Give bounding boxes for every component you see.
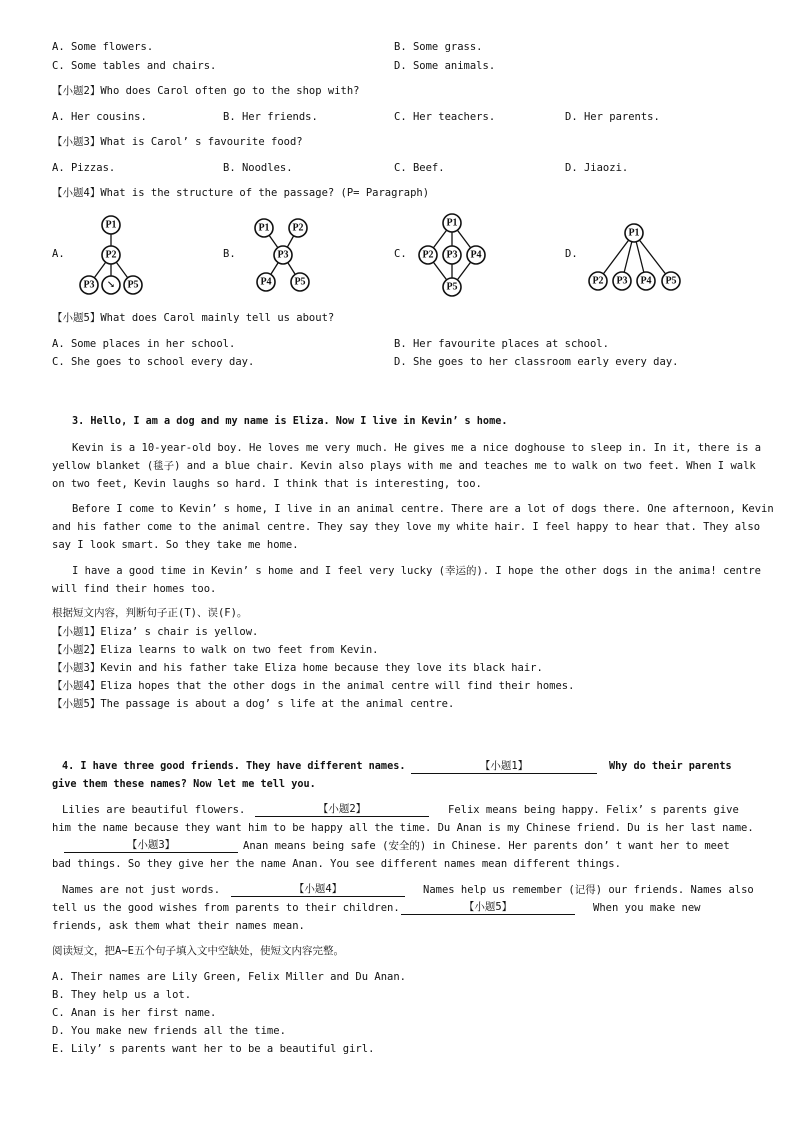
diagram-c-node-5: P5 — [446, 281, 458, 293]
q5-option-D: D. She goes to her classroom early every day. — [394, 356, 679, 368]
q5-option-A: A. Some places in her school. — [52, 338, 236, 350]
q5-option-B: B. Her favourite places at school. — [394, 338, 609, 350]
passage-4-instruction: 阅读短文，把A~E五个句子填入文中空缺处，使短文内容完整。 — [52, 945, 344, 957]
q2-option-B: B. Her friends. — [223, 111, 318, 123]
diagram-a-node-3: P3 — [83, 279, 95, 291]
diagram-d-node-3: P3 — [616, 275, 628, 287]
diagram-d-node-4: P4 — [640, 275, 652, 287]
blank-2-label: 【小题2】 — [255, 802, 429, 817]
diagram-c-node-4: P4 — [470, 249, 482, 261]
blank-5-label: 【小题5】 — [401, 900, 575, 915]
diagram-a-node-4: ↘ — [106, 279, 116, 291]
option-A: A. Some flowers. — [52, 41, 154, 53]
passage-3-para-2-line-3: say I look smart. So they take me home. — [52, 539, 299, 551]
passage-4-title-cont: Why do their parents — [609, 761, 732, 772]
passage-4-para-1-cont: Felix means being happy. Felix’ s parents give — [448, 804, 739, 816]
sentence-option-C: C. Anan is her first name. — [52, 1007, 217, 1019]
tf-item-3: 【小题3】Kevin and his father take Eliza home because they love its black hair. — [52, 662, 543, 674]
passage-4-para-1-line-3: Anan means being safe (安全的) in Chinese. Her parents don’ t want her to meet — [243, 840, 730, 852]
diagram-b-node-3: P3 — [277, 249, 289, 261]
tf-item-4: 【小题4】Eliza hopes that the other dogs in the animal centre will find their homes. — [52, 680, 575, 692]
question-4-stem: 【小题4】What is the structure of the passage? (P= Paragraph) — [52, 187, 430, 199]
passage-4-para-1-start: Lilies are beautiful flowers. — [62, 804, 246, 816]
passage-4-para-1-line-4: bad things. So they give her the name Anan. You see different names mean different things. — [52, 858, 621, 870]
passage-4-para-2-start: Names are not just words. — [62, 884, 221, 896]
tf-item-1: 【小题1】Eliza’ s chair is yellow. — [52, 626, 259, 638]
tf-item-5: 【小题5】The passage is about a dog’ s life at the animal centre. — [52, 698, 455, 710]
passage-3-para-1-line-1: Kevin is a 10-year-old boy. He loves me very much. He gives me a nice doghouse to sleep in. In it, there is a — [72, 442, 762, 454]
blank-3 — [64, 838, 238, 853]
diagram-b-node-4: P4 — [260, 276, 272, 288]
blank-2 — [255, 802, 429, 817]
q3-option-D: D. Jiaozi. — [565, 162, 629, 174]
passage-4-para-2-cont: Names help us remember (记得) our friends. Names also — [423, 884, 754, 896]
diagram-d-node-1: P1 — [628, 227, 640, 239]
blank-4-label: 【小题4】 — [231, 882, 405, 897]
option-C: C. Some tables and chairs. — [52, 60, 217, 72]
passage-3-para-2-line-2: and his father come to the animal centre. They say they love my white hair. I feel happy to hear that. They also — [52, 521, 761, 533]
q3-option-C: C. Beef. — [394, 162, 445, 174]
diagram-d-node-2: P2 — [592, 275, 604, 287]
passage-3-para-2-line-1: Before I come to Kevin’ s home, I live in an animal centre. There are a lot of dogs there. One afternoon, Kevin — [72, 503, 774, 515]
passage-3-para-3-line-2: will find their homes too. — [52, 583, 217, 595]
q4-option-B-label: B. — [223, 248, 236, 260]
sentence-option-D: D. You make new friends all the time. — [52, 1025, 286, 1037]
passage-3-para-1-line-3: on two feet, Kevin laughs so hard. I think that is interesting, too. — [52, 478, 482, 490]
option-D: D. Some animals. — [394, 60, 496, 72]
tf-item-2: 【小题2】Eliza learns to walk on two feet from Kevin. — [52, 644, 379, 656]
passage-4-para-2-line-2: tell us the good wishes from parents to their children. — [52, 902, 400, 914]
passage-4-title: 4. I have three good friends. They have different names. — [62, 761, 406, 772]
diagram-b-node-2: P2 — [292, 222, 304, 234]
q4-option-D-label: D. — [565, 248, 578, 260]
diagram-a-node-2: P2 — [105, 249, 117, 261]
blank-1-label: 【小题1】 — [411, 759, 597, 774]
structure-diagram-b — [250, 210, 330, 300]
q2-option-C: C. Her teachers. — [394, 111, 496, 123]
q3-option-B: B. Noodles. — [223, 162, 293, 174]
blank-5 — [401, 900, 575, 915]
passage-4-title-line-2: give them these names? Now let me tell you. — [52, 779, 316, 790]
blank-1 — [411, 759, 597, 774]
passage-3-para-3-line-1: I have a good time in Kevin’ s home and I feel very lucky (幸运的). I hope the other dogs in the anima! centre — [72, 565, 761, 577]
sentence-option-E: E. Lily’ s parents want her to be a beautiful girl. — [52, 1043, 375, 1055]
blank-4 — [231, 882, 405, 897]
passage-4-para-1-line-2: him the name because they want him to be happy all the time. Du Anan is my Chinese friend. Du is her last name. — [52, 822, 754, 834]
q3-option-A: A. Pizzas. — [52, 162, 116, 174]
question-3-stem: 【小题3】What is Carol’ s favourite food? — [52, 136, 303, 148]
passage-3-title: 3. Hello, I am a dog and my name is Eliza. Now I live in Kevin’ s home. — [72, 416, 508, 427]
passage-3-para-1-line-2: yellow blanket (毯子) and a blue chair. Kevin also plays with me and teaches me to walk on two feet. When I walk — [52, 460, 756, 472]
option-B: B. Some grass. — [394, 41, 483, 53]
q4-option-A-label: A. — [52, 248, 65, 260]
diagram-c-node-1: P1 — [446, 217, 458, 229]
diagram-a-node-1: P1 — [105, 219, 117, 231]
q2-option-A: A. Her cousins. — [52, 111, 147, 123]
diagram-b-node-1: P1 — [258, 222, 270, 234]
diagram-d-node-5: P5 — [665, 275, 677, 287]
q2-option-D: D. Her parents. — [565, 111, 660, 123]
diagram-a-node-5: P5 — [127, 279, 139, 291]
passage-4-para-2-line-2-end: When you make new — [593, 902, 701, 914]
q4-option-C-label: C. — [394, 248, 407, 260]
diagram-b-node-5: P5 — [294, 276, 306, 288]
question-2-stem: 【小题2】Who does Carol often go to the shop with? — [52, 85, 360, 97]
passage-3-instruction: 根据短文内容，判断句子正(T)、误(F)。 — [52, 607, 248, 619]
diagram-c-node-2: P2 — [422, 249, 434, 261]
sentence-option-B: B. They help us a lot. — [52, 989, 192, 1001]
structure-diagram-a — [75, 210, 155, 300]
structure-diagram-d — [585, 215, 685, 295]
structure-diagram-c — [410, 207, 490, 303]
passage-4-para-2-line-3: friends, ask them what their names mean. — [52, 920, 305, 932]
q5-option-C: C. She goes to school every day. — [52, 356, 255, 368]
question-5-stem: 【小题5】What does Carol mainly tell us about? — [52, 312, 335, 324]
diagram-c-node-3: P3 — [446, 249, 458, 261]
sentence-option-A: A. Their names are Lily Green, Felix Miller and Du Anan. — [52, 971, 407, 983]
blank-3-label: 【小题3】 — [64, 838, 238, 853]
